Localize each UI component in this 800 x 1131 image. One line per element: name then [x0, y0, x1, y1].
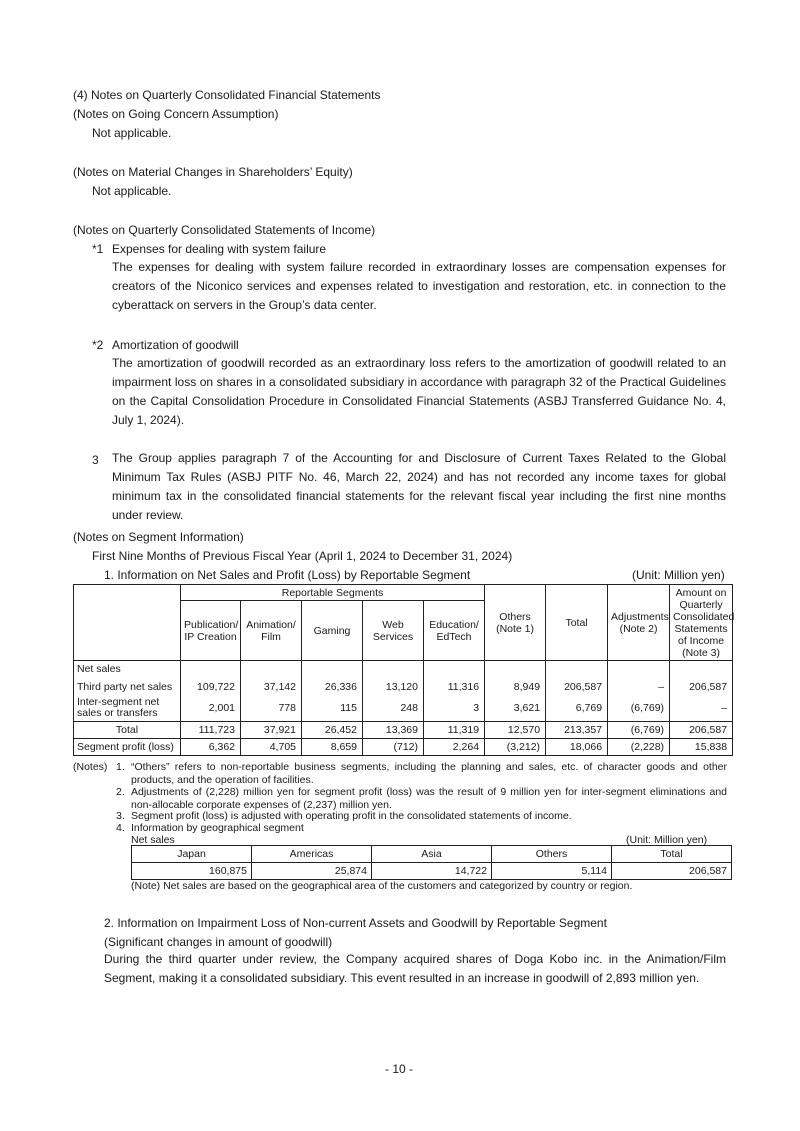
geo-header-americas: Americas	[252, 846, 372, 863]
geo-header-asia: Asia	[372, 846, 492, 863]
note3-text: The Group applies paragraph 7 of the Accounting for and Disclosure of Current Taxes Related to the Global Minimum Tax Rules (ASBJ PITF No. 46, March 22, 2024) and has not recorded any income taxes for global minimum tax in the consolidated financial statements for the relevant fiscal year including the first nine months under review.	[112, 451, 726, 522]
table-row	[74, 739, 733, 756]
segment-unit: (Unit: Million yen)	[632, 568, 725, 582]
segment-note-4: Information by geographical segment	[131, 822, 304, 834]
section-title: (4) Notes on Quarterly Consolidated Financial Statements	[73, 88, 381, 102]
income-heading: (Notes on Quarterly Consolidated Statements of Income)	[73, 223, 376, 237]
cell: 13,120	[363, 678, 424, 696]
header-gaming: Gaming	[302, 601, 363, 661]
geo-header-japan: Japan	[132, 846, 252, 863]
geo-header-total: Total	[612, 846, 732, 863]
table-row	[74, 722, 733, 739]
row-label-segment-profit: Segment profit (loss)	[74, 739, 181, 756]
notes-label: (Notes)	[73, 761, 108, 773]
cell: (6,769)	[608, 696, 670, 722]
cell: 115	[302, 696, 363, 722]
note2-text: The amortization of goodwill recorded as an extraordinary loss refers to the amortization of goodwill related to an impairment loss on shares in a consolidated subsidiary in accordance with paragraph 32 of the Practical Guidelines on the Capital Consolidation Procedure in Consolidated Financial Statements (ASBJ Transferred Guidance No. 4, July 1, 2024).	[112, 356, 726, 427]
header-blank	[74, 585, 181, 661]
cell: 6,362	[181, 739, 241, 756]
cell: 206,587	[612, 863, 732, 880]
going-concern-text: Not applicable.	[92, 126, 172, 140]
note-number: 3.	[116, 810, 125, 822]
cell: 26,452	[302, 722, 363, 739]
cell: (2,228)	[608, 739, 670, 756]
segment-table	[73, 584, 733, 756]
cell: 2,264	[424, 739, 485, 756]
cell: 11,319	[424, 722, 485, 739]
row-label-inter-segment: Inter-segment net sales or transfers	[74, 696, 181, 722]
equity-heading: (Notes on Material Changes in Shareholders’ Equity)	[73, 165, 353, 179]
cell: 2,001	[181, 696, 241, 722]
header-web: Web Services	[363, 601, 424, 661]
cell: 213,357	[546, 722, 608, 739]
segment-note-2: Adjustments of (2,228) million yen for segment profit (loss) was the result of 9 million yen for inter-segment eliminations and non-allocable corporate expenses of (2,237) million yen.	[131, 786, 727, 811]
header-adjustments: Adjustments (Note 2)	[608, 585, 670, 661]
note1-title: Expenses for dealing with system failure	[112, 242, 327, 256]
geo-unit: (Unit: Million yen)	[626, 834, 708, 846]
header-others: Others (Note 1)	[485, 585, 546, 661]
geo-caption: Net sales	[131, 834, 175, 846]
cell: –	[670, 696, 733, 722]
note1-mark: *1	[92, 242, 104, 256]
reportable-segments-header: Reportable Segments	[181, 585, 485, 601]
cell: 206,587	[670, 678, 733, 696]
cell: 8,659	[302, 739, 363, 756]
note1-text: The expenses for dealing with system failure recorded in extraordinary losses are compensation expenses for creators of the Niconico services and expenses related to investigation and restoration, etc. in connection to the cyberattack on servers in the Group’s data center.	[112, 260, 726, 312]
cell: 5,114	[492, 863, 612, 880]
page-number: - 10 -	[385, 1062, 414, 1076]
impairment-title: 2. Information on Impairment Loss of Non-current Assets and Goodwill by Reportable Segment	[104, 916, 607, 930]
cell: (712)	[363, 739, 424, 756]
cell: 37,142	[241, 678, 302, 696]
cell: 778	[241, 696, 302, 722]
cell: 26,336	[302, 678, 363, 696]
impairment-subheading: (Significant changes in amount of goodwill)	[104, 935, 333, 949]
cell: (3,212)	[485, 739, 546, 756]
note2-title: Amortization of goodwill	[112, 338, 239, 352]
cell: 3,621	[485, 696, 546, 722]
cell: 8,949	[485, 678, 546, 696]
header-publication: Publication/ IP Creation	[181, 601, 241, 661]
segment-note-1: “Others” refers to non-reportable business segments, including the planning and sales, etc. of character goods and other products, and the operation of facilities.	[131, 761, 727, 786]
geo-table	[131, 845, 732, 880]
cell: 12,570	[485, 722, 546, 739]
cell: 13,369	[363, 722, 424, 739]
note2-mark: *2	[92, 338, 104, 352]
cell: 15,838	[670, 739, 733, 756]
segment-heading: (Notes on Segment Information)	[73, 530, 244, 544]
cell: 206,587	[670, 722, 733, 739]
table-row	[74, 678, 733, 696]
going-concern-heading: (Notes on Going Concern Assumption)	[73, 107, 279, 121]
cell: 4,705	[241, 739, 302, 756]
table-row	[132, 863, 732, 880]
note-number: 1.	[116, 761, 125, 773]
row-label-total: Total	[74, 722, 181, 739]
header-animation: Animation/ Film	[241, 601, 302, 661]
segment-period: First Nine Months of Previous Fiscal Year (April 1, 2024 to December 31, 2024)	[92, 549, 513, 563]
cell: 25,874	[252, 863, 372, 880]
row-label-third-party: Third party net sales	[74, 678, 181, 696]
cell: 18,066	[546, 739, 608, 756]
cell: 3	[424, 696, 485, 722]
table-row	[74, 696, 733, 722]
cell: 111,723	[181, 722, 241, 739]
cell: 14,722	[372, 863, 492, 880]
cell: 248	[363, 696, 424, 722]
cell: 37,921	[241, 722, 302, 739]
equity-text: Not applicable.	[92, 184, 172, 198]
header-total: Total	[546, 585, 608, 661]
note-number: 2.	[116, 786, 125, 798]
cell: 6,769	[546, 696, 608, 722]
segment-table-title: 1. Information on Net Sales and Profit (Loss) by Reportable Segment	[104, 568, 471, 582]
geo-note: (Note) Net sales are based on the geographical area of the customers and categorized by country or region.	[131, 880, 633, 892]
note-number: 4.	[116, 822, 125, 834]
header-amount: Amount on Quarterly Consolidated Statements of Income (Note 3)	[670, 585, 733, 661]
cell: 11,316	[424, 678, 485, 696]
note3-mark: 3	[92, 453, 99, 467]
cell: 109,722	[181, 678, 241, 696]
cell: –	[608, 678, 670, 696]
header-education: Education/ EdTech	[424, 601, 485, 661]
segment-note-3: Segment profit (loss) is adjusted with operating profit in the consolidated statements of income.	[131, 810, 572, 822]
cell: (6,769)	[608, 722, 670, 739]
impairment-text: During the third quarter under review, the Company acquired shares of Doga Kobo inc. in the Animation/Film Segment, making it a consolidated subsidiary. This event resulted in an increase in goodwill of 2,893 million yen.	[104, 952, 726, 985]
row-label-net-sales: Net sales	[74, 661, 181, 678]
cell: 206,587	[546, 678, 608, 696]
cell: 160,875	[132, 863, 252, 880]
geo-header-others: Others	[492, 846, 612, 863]
